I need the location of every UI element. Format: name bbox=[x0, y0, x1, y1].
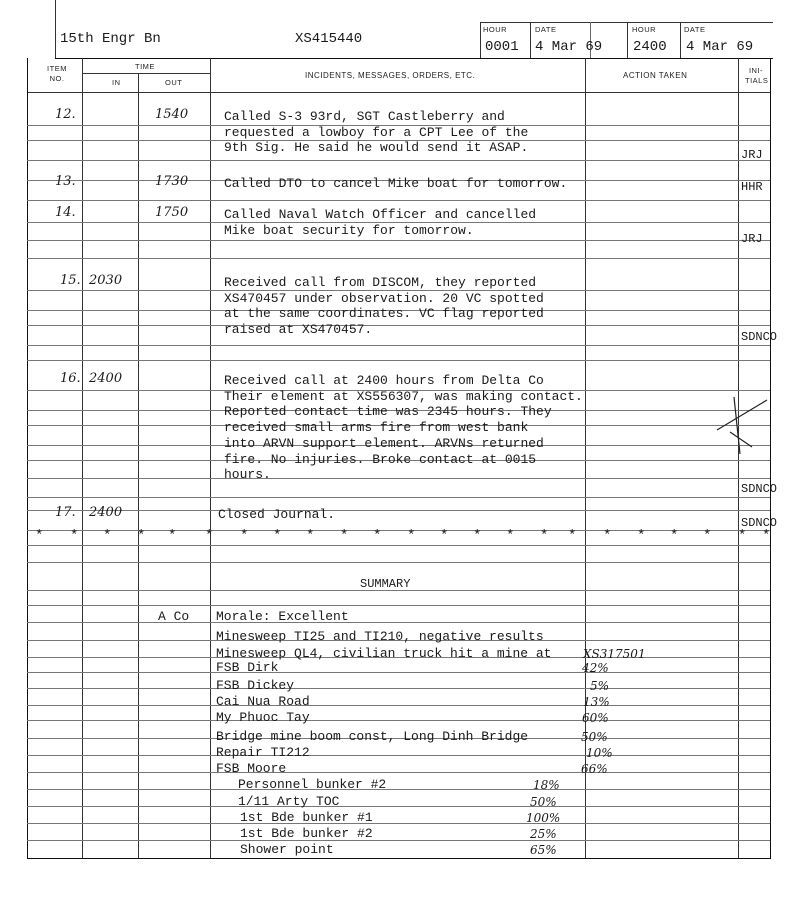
entry-text-line: XS470457 under observation. 20 VC spotted bbox=[224, 290, 544, 306]
summary-subitem: 1st Bde bunker #1 bbox=[240, 810, 373, 825]
summary-item: Morale: Excellent bbox=[216, 609, 349, 624]
separator-star: * bbox=[703, 528, 712, 544]
item-number: 12. bbox=[55, 107, 76, 122]
ruled-line bbox=[27, 823, 770, 824]
summary-subvalue: 50% bbox=[530, 795, 557, 809]
from-hour: 0001 bbox=[485, 39, 519, 55]
to-date-label: DATE bbox=[684, 25, 706, 34]
summary-value: 66% bbox=[581, 762, 608, 776]
ruled-line bbox=[27, 622, 770, 623]
separator-star: * bbox=[568, 528, 577, 544]
entry-text-line: 9th Sig. He said he would send it ASAP. bbox=[224, 140, 529, 156]
ruled-line bbox=[27, 789, 770, 790]
entry-text-line: Their element at XS556307, was making contact. bbox=[224, 388, 583, 404]
summary-subvalue: 100% bbox=[526, 811, 561, 825]
ruled-line bbox=[27, 705, 770, 706]
summary-subvalue: 25% bbox=[530, 827, 557, 841]
summary-item: Cai Nua Road bbox=[216, 694, 310, 709]
ruled-line bbox=[27, 545, 770, 546]
separator-star: * bbox=[340, 528, 349, 544]
separator-star: * bbox=[540, 528, 549, 544]
separator-star: * bbox=[738, 528, 747, 544]
initials-header: INI-TIALS bbox=[745, 66, 769, 85]
ruled-line bbox=[27, 160, 770, 161]
entry-text-line: into ARVN support element. ARVNs returned bbox=[224, 435, 544, 451]
ruled-line bbox=[27, 806, 770, 807]
separator-star: * bbox=[506, 528, 515, 544]
to-date: 4 Mar 69 bbox=[686, 39, 754, 55]
ruled-line bbox=[27, 345, 770, 346]
item-number: 13. bbox=[55, 174, 76, 189]
to-hour: 2400 bbox=[633, 39, 667, 55]
entry-text-line: Received call at 2400 hours from Delta Co bbox=[224, 373, 544, 388]
summary-subvalue: 65% bbox=[530, 843, 557, 857]
ruled-line bbox=[27, 497, 770, 498]
item-no-header: ITEM NO. bbox=[47, 64, 67, 83]
summary-item: My Phuoc Tay bbox=[216, 710, 310, 725]
summary-subvalue: 18% bbox=[533, 778, 560, 792]
separator-star: * bbox=[273, 528, 282, 544]
summary-item: Bridge mine boom const, Long Dinh Bridge bbox=[216, 729, 529, 744]
summary-item: Minesweep QL4, civilian truck hit a mine at bbox=[216, 646, 552, 661]
entry-text-line: Called S-3 93rd, SGT Castleberry and bbox=[224, 109, 505, 124]
ruled-line bbox=[27, 258, 770, 259]
entry-text-line: Received call from DISCOM, they reported bbox=[224, 275, 537, 290]
unit-location: XS415440 bbox=[295, 31, 363, 47]
time-header: TIME bbox=[135, 62, 155, 71]
entry-text-line: fire. No injuries. Broke contact at 0015 bbox=[224, 451, 537, 467]
separator-star: * bbox=[168, 528, 177, 544]
time-in: 2400 bbox=[89, 505, 123, 520]
summary-value: XS317501 bbox=[583, 647, 646, 661]
time-in: 2400 bbox=[89, 371, 123, 386]
summary-value: 13% bbox=[583, 695, 610, 709]
ruled-line bbox=[27, 755, 770, 756]
item-number: 14. bbox=[55, 205, 76, 220]
time-out: 1750 bbox=[155, 205, 189, 220]
entry-initials: SDNCO bbox=[741, 516, 778, 530]
summary-title: SUMMARY bbox=[360, 577, 411, 591]
time-out: 1540 bbox=[155, 107, 189, 122]
to-hour-label: HOUR bbox=[632, 25, 657, 34]
entry-text-line: raised at XS470457. bbox=[224, 322, 373, 338]
summary-item: Repair TI212 bbox=[216, 745, 310, 760]
time-out-header: OUT bbox=[165, 78, 183, 87]
separator-star: * bbox=[103, 528, 112, 544]
separator-star: * bbox=[373, 528, 382, 544]
separator-star: * bbox=[670, 528, 679, 544]
separator-star: * bbox=[240, 528, 249, 544]
header-left-border bbox=[55, 0, 56, 58]
separator-star: * bbox=[473, 528, 482, 544]
entry-initials: SDNCO bbox=[741, 482, 778, 496]
separator-star: * bbox=[637, 528, 646, 544]
separator-star: * bbox=[35, 528, 44, 544]
entry-initials: JRJ bbox=[741, 148, 763, 162]
entry-text-line: Reported contact time was 2345 hours. They bbox=[224, 404, 552, 420]
summary-item: FSB Dickey bbox=[216, 678, 295, 693]
ruled-line bbox=[27, 478, 770, 479]
ruled-line bbox=[27, 200, 770, 201]
summary-value: 50% bbox=[581, 730, 608, 744]
separator-star: * bbox=[70, 528, 79, 544]
entry-initials: JRJ bbox=[741, 232, 763, 246]
ruled-line bbox=[27, 605, 770, 606]
separator-star: * bbox=[440, 528, 449, 544]
ruled-line bbox=[27, 672, 770, 673]
summary-item: FSB Dirk bbox=[216, 660, 279, 675]
summary-value: 5% bbox=[590, 679, 610, 693]
time-out: 1730 bbox=[155, 174, 189, 189]
handwritten-mark bbox=[712, 392, 772, 462]
entry-text-line: Called Naval Watch Officer and cancelled bbox=[224, 207, 537, 222]
incidents-header: INCIDENTS, MESSAGES, ORDERS, ETC. bbox=[305, 71, 476, 80]
ruled-line bbox=[27, 772, 770, 773]
ruled-line bbox=[27, 360, 770, 361]
entry-text-line: at the same coordinates. VC flag reported bbox=[224, 306, 544, 322]
ruled-line bbox=[27, 688, 770, 689]
summary-value: 10% bbox=[586, 746, 613, 760]
entry-text-line: received small arms fire from west bank bbox=[224, 420, 529, 436]
summary-value: 60% bbox=[582, 711, 609, 725]
separator-star: * bbox=[137, 528, 146, 544]
ruled-line bbox=[27, 840, 770, 841]
summary-item: Minesweep TI25 and TI210, negative results bbox=[216, 629, 544, 644]
entry-initials: SDNCO bbox=[741, 330, 778, 344]
entry-text-line: Mike boat security for tomorrow. bbox=[224, 222, 474, 238]
from-date: 4 Mar 69 bbox=[535, 39, 603, 55]
summary-item: FSB Moore bbox=[216, 761, 287, 776]
unit-name: 15th Engr Bn bbox=[60, 31, 161, 47]
ruled-line bbox=[27, 510, 770, 511]
entry-text-line: Closed Journal. bbox=[218, 507, 336, 522]
entry-text-line: requested a lowboy for a CPT Lee of the bbox=[224, 124, 529, 140]
summary-subitem: Personnel bunker #2 bbox=[238, 777, 387, 792]
summary-subitem: Shower point bbox=[240, 842, 334, 857]
ruled-line bbox=[27, 562, 770, 563]
time-in: 2030 bbox=[89, 273, 123, 288]
item-number: 17. bbox=[55, 505, 76, 520]
ruled-line bbox=[27, 240, 770, 241]
from-hour-label: HOUR bbox=[483, 25, 508, 34]
ruled-line bbox=[27, 720, 770, 721]
entry-text-line: hours. bbox=[224, 467, 271, 483]
summary-company: A Co bbox=[158, 609, 190, 624]
entry-initials: HHR bbox=[741, 180, 763, 194]
summary-value: 42% bbox=[582, 661, 609, 675]
from-date-label: DATE bbox=[535, 25, 557, 34]
item-number: 15. bbox=[60, 273, 81, 288]
summary-subitem: 1st Bde bunker #2 bbox=[240, 826, 373, 841]
entry-text-line: Called DTO to cancel Mike boat for tomorrow. bbox=[224, 176, 568, 191]
summary-subitem: 1/11 Arty TOC bbox=[238, 794, 340, 809]
separator-star: * bbox=[407, 528, 416, 544]
separator-star: * bbox=[306, 528, 315, 544]
item-number: 16. bbox=[60, 371, 81, 386]
action-header: ACTION TAKEN bbox=[623, 71, 688, 80]
separator-star: * bbox=[205, 528, 214, 544]
separator-star: * bbox=[603, 528, 612, 544]
separator-star: * bbox=[762, 528, 771, 544]
ruled-line bbox=[27, 325, 770, 326]
time-in-header: IN bbox=[112, 78, 121, 87]
